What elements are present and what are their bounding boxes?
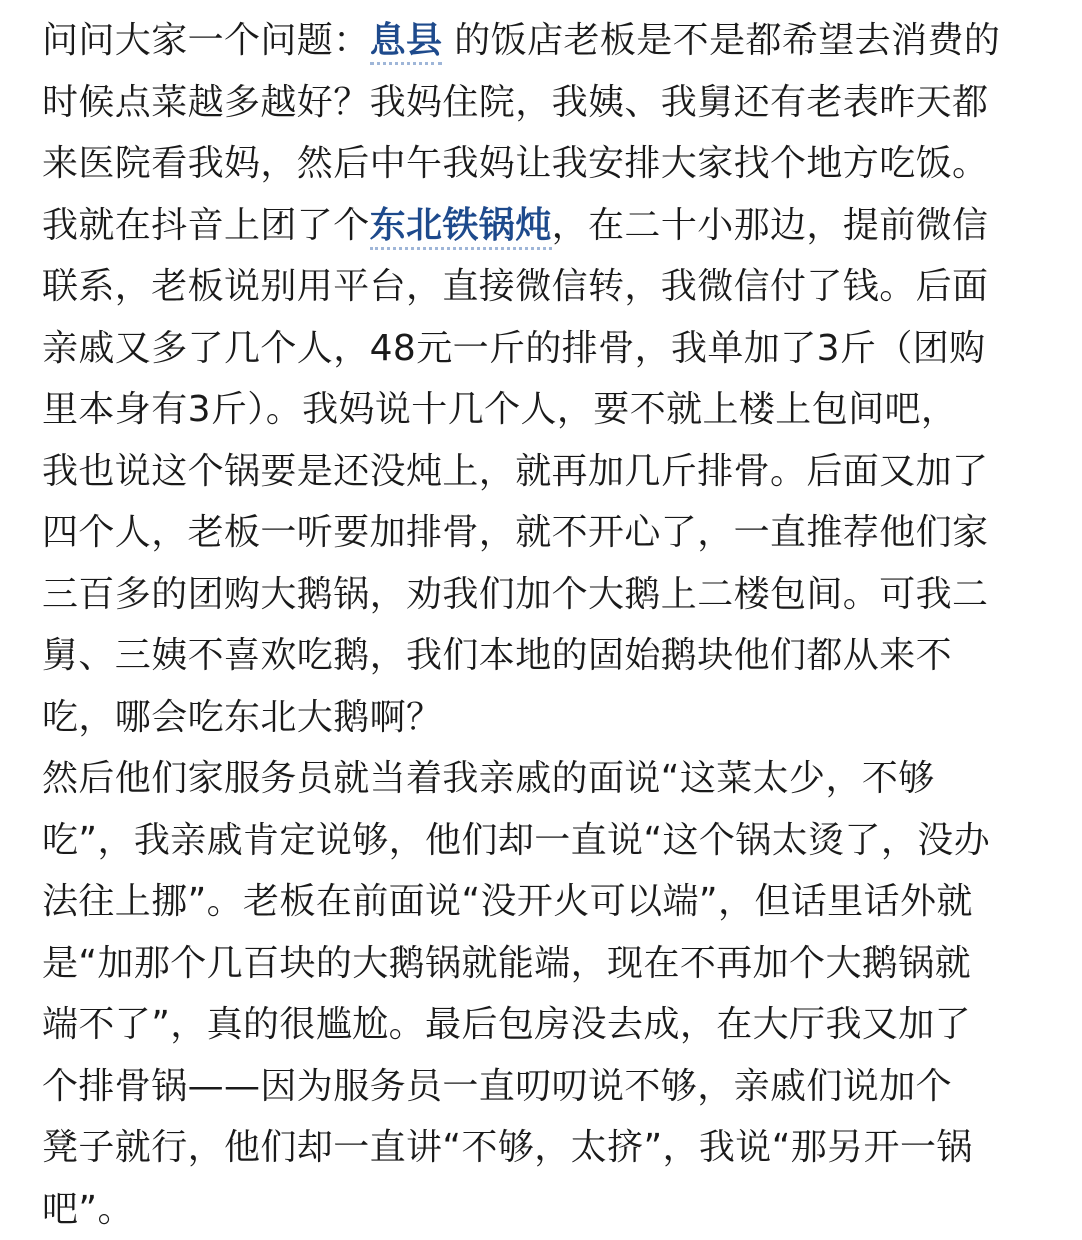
- topic-link-xixian[interactable]: 息县: [370, 20, 443, 65]
- post-body: [42, 10, 1042, 1240]
- text-line: 四个人，老板一听要加排骨，就不开心了，一直推荐他们家: [42, 502, 1042, 564]
- text-line: 吃”，我亲戚肯定说够，他们却一直说“这个锅太烫了，没办: [42, 810, 1042, 872]
- text-line: 凳子就行，他们却一直讲“不够，太挤”，我说“那另开一锅: [42, 1117, 1042, 1179]
- text-line: 吃，哪会吃东北大鹅啊？: [42, 687, 1042, 749]
- text-segment: ，在二十小那边，提前微信: [552, 205, 989, 246]
- topic-link-dongbei-tieguodun[interactable]: 东北铁锅炖: [370, 205, 552, 250]
- text-line: 吧”。: [42, 1179, 1042, 1240]
- text-line: 时候点菜越多越好？我妈住院，我姨、我舅还有老表昨天都: [42, 72, 1042, 134]
- text-segment: 问问大家一个问题：: [42, 20, 370, 61]
- text-line: 我也说这个锅要是还没炖上，就再加几斤排骨。后面又加了: [42, 441, 1042, 503]
- text-line: 端不了”，真的很尴尬。最后包房没去成，在大厅我又加了: [42, 994, 1042, 1056]
- text-line: 里本身有3斤）。我妈说十几个人，要不就上楼上包间吧，: [42, 379, 1042, 441]
- text-line: 来医院看我妈，然后中午我妈让我安排大家找个地方吃饭。: [42, 133, 1042, 195]
- text-line: 是“加那个几百块的大鹅锅就能端，现在不再加个大鹅锅就: [42, 933, 1042, 995]
- text-line: 个排骨锅——因为服务员一直叨叨说不够，亲戚们说加个: [42, 1056, 1042, 1118]
- text-line: 法往上挪”。老板在前面说“没开火可以端”，但话里话外就: [42, 871, 1042, 933]
- text-segment: 的饭店老板是不是都希望去消费的: [454, 20, 1000, 61]
- text-segment: 我就在抖音上团了个: [42, 205, 370, 246]
- text-line: 舅、三姨不喜欢吃鹅，我们本地的固始鹅块他们都从来不: [42, 625, 1042, 687]
- text-line: [42, 10, 1042, 72]
- paragraph-2: [42, 748, 1042, 1240]
- text-line: 然后他们家服务员就当着我亲戚的面说“这菜太少，不够: [42, 748, 1042, 810]
- text-line: 联系，老板说别用平台，直接微信转，我微信付了钱。后面: [42, 256, 1042, 318]
- text-line: [42, 195, 1042, 257]
- paragraph-1: [42, 10, 1042, 748]
- text-line: 亲戚又多了几个人，48元一斤的排骨，我单加了3斤（团购: [42, 318, 1042, 380]
- text-line: 三百多的团购大鹅锅，劝我们加个大鹅上二楼包间。可我二: [42, 564, 1042, 626]
